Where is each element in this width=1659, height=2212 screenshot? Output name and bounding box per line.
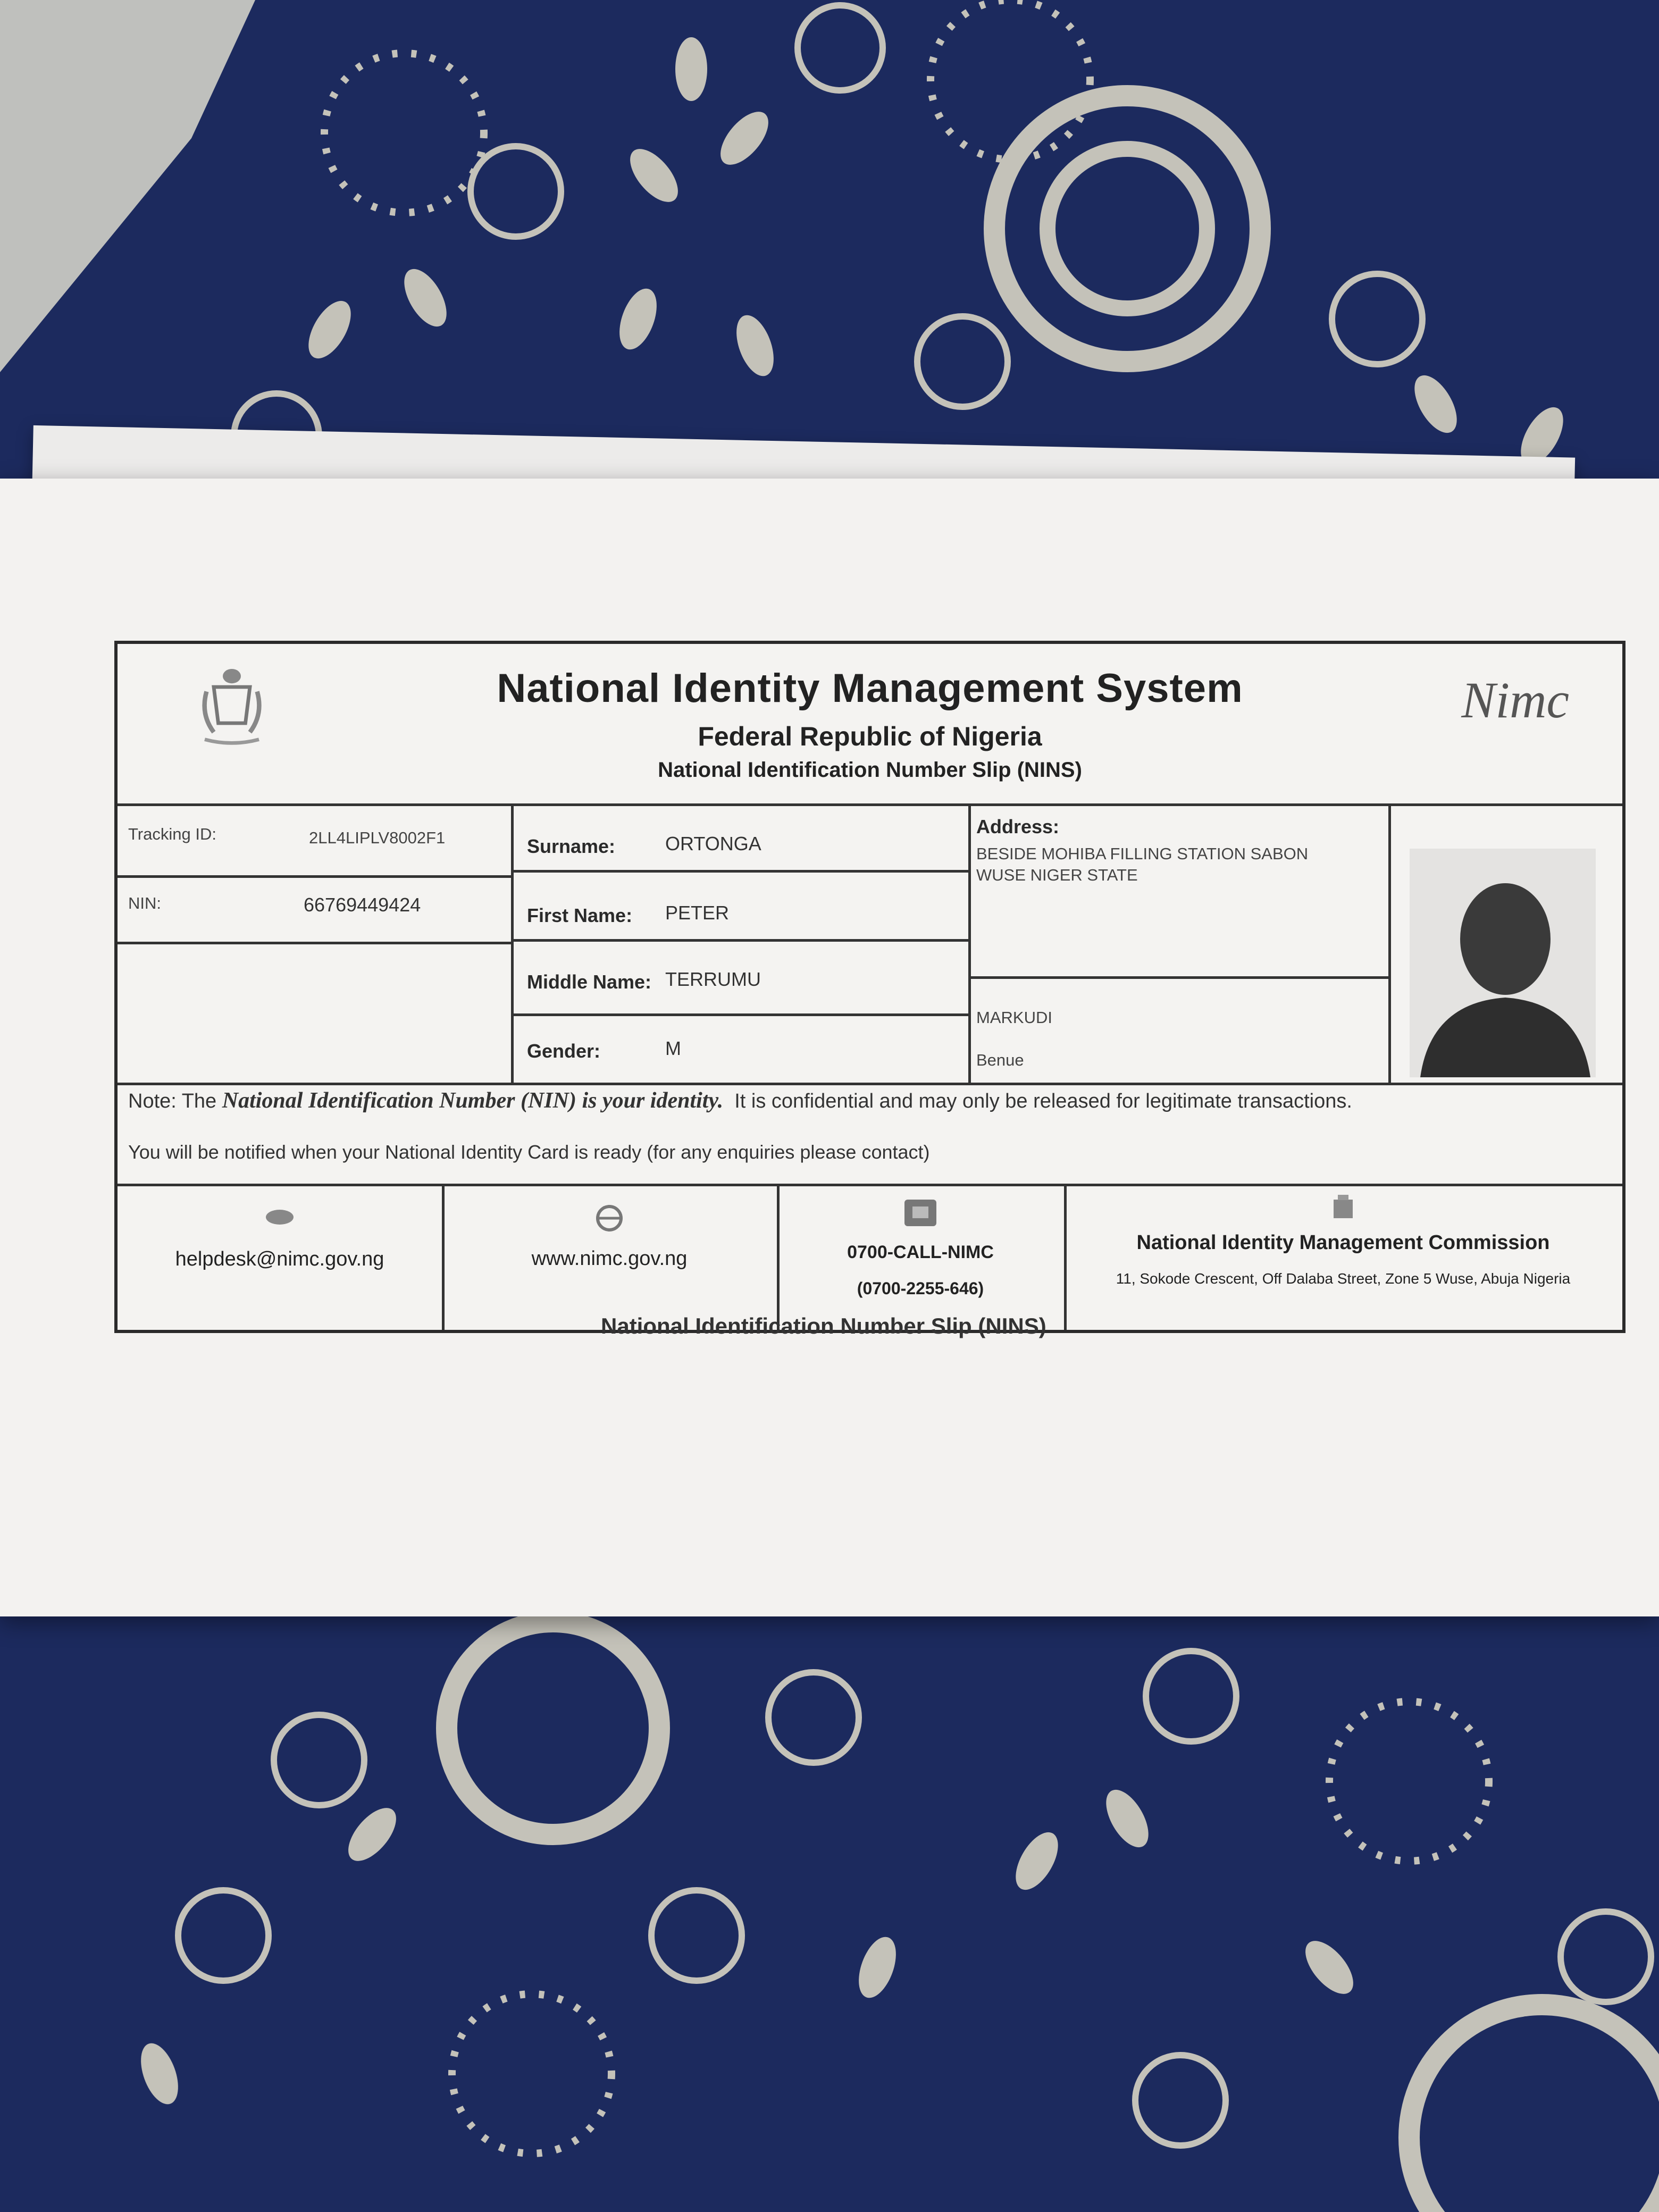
- middle-name-value: TERRUMU: [665, 968, 761, 990]
- middle-name-label: Middle Name:: [527, 971, 652, 993]
- nimc-logo: Nimc: [1461, 672, 1569, 728]
- commission-name: National Identity Management Commission: [1136, 1231, 1550, 1254]
- page-title: National Identity Management System: [497, 666, 1243, 711]
- tracking-id-label: Tracking ID:: [128, 825, 216, 843]
- email-cell: [118, 1186, 442, 1330]
- commission-cell: [1064, 1186, 1622, 1330]
- lga-value: MARKUDI: [976, 1008, 1052, 1027]
- note-line: [128, 1088, 1352, 1113]
- first-name-label: First Name:: [527, 904, 633, 926]
- notify-line: You will be notified when your National Identity Card is ready (for any enquiries please contact): [128, 1141, 930, 1163]
- surname-label: Surname:: [527, 835, 616, 857]
- note-prefix: Note: The: [128, 1090, 217, 1112]
- slip-name: National Identification Number Slip (NINS): [658, 758, 1082, 782]
- phone-cell: [777, 1186, 1064, 1330]
- email-link[interactable]: helpdesk@nimc.gov.ng: [175, 1248, 384, 1270]
- nin-slip: [114, 641, 1626, 1333]
- holder-photo: [1410, 849, 1596, 1077]
- contacts-row: [118, 1184, 1622, 1330]
- nin-label: NIN:: [128, 894, 161, 912]
- phone-icon: [777, 1197, 1064, 1231]
- page-subtitle: Federal Republic of Nigeria: [698, 722, 1042, 751]
- address-label: Address:: [976, 816, 1060, 837]
- browser-icon: [442, 1202, 777, 1237]
- surname-value: ORTONGA: [665, 833, 761, 854]
- commission-address: 11, Sokode Crescent, Off Dalaba Street, Zone 5 Wuse, Abuja Nigeria: [1116, 1270, 1571, 1287]
- note-emphasis: National Identification Number (NIN) is your identity.: [222, 1088, 724, 1113]
- nin-value: 66769449424: [304, 894, 421, 916]
- website-cell: [442, 1186, 777, 1330]
- email-icon: [118, 1208, 442, 1229]
- gender-label: Gender:: [527, 1040, 601, 1062]
- state-value: Benue: [976, 1051, 1024, 1069]
- details-grid: [118, 803, 1622, 1085]
- website-link[interactable]: www.nimc.gov.ng: [531, 1247, 688, 1270]
- phone-digits: (0700-2255-646): [857, 1279, 984, 1298]
- phone-number: 0700-CALL-NIMC: [847, 1242, 994, 1262]
- tracking-id-value: 2LL4LIPLV8002F1: [309, 828, 446, 847]
- footer-caption: National Identification Number Slip (NINS): [601, 1313, 1046, 1338]
- gender-value: M: [665, 1037, 681, 1059]
- note-rest: It is confidential and may only be released for legitimate transactions.: [734, 1090, 1352, 1112]
- address-line-2: WUSE NIGER STATE: [976, 866, 1138, 884]
- address-line-1: BESIDE MOHIBA FILLING STATION SABON: [976, 844, 1309, 863]
- first-name-value: PETER: [665, 902, 730, 924]
- building-icon: [1064, 1192, 1622, 1226]
